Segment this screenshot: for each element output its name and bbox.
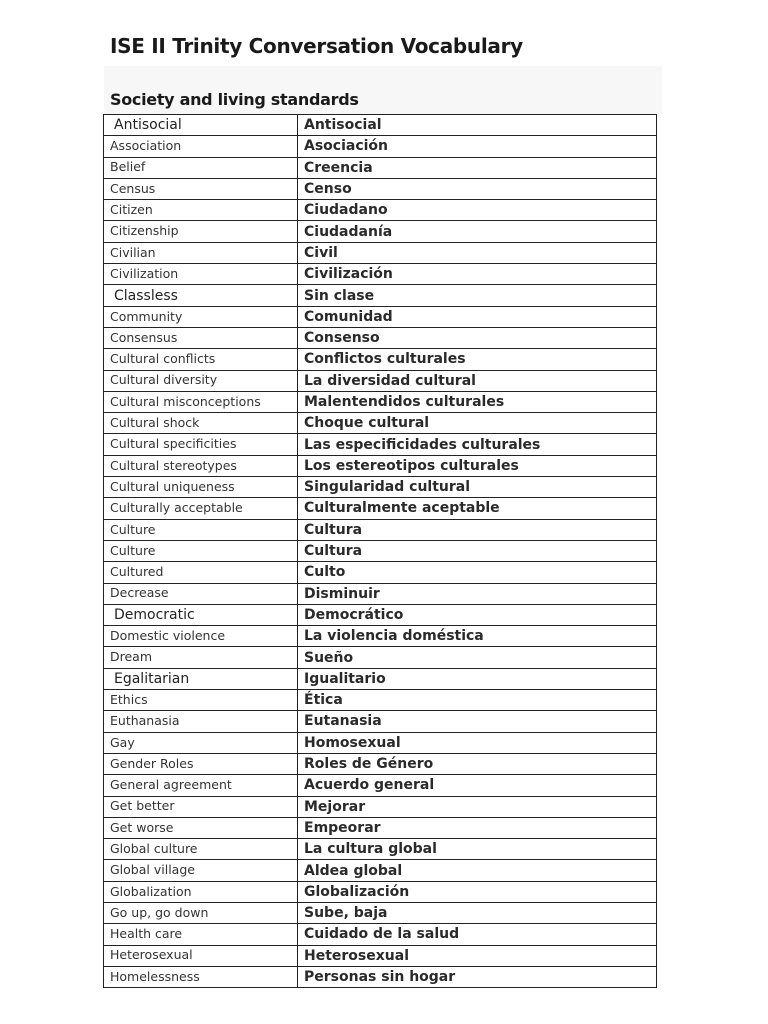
english-term: Association <box>104 136 298 157</box>
table-row <box>104 562 657 583</box>
english-term: Domestic violence <box>104 626 298 647</box>
table-row <box>104 604 657 625</box>
spanish-term: La diversidad cultural <box>298 370 657 391</box>
english-term: Heterosexual <box>104 945 298 966</box>
spanish-term: Creencia <box>298 157 657 178</box>
english-term: General agreement <box>104 775 298 796</box>
english-term: Decrease <box>104 583 298 604</box>
english-term: Health care <box>104 924 298 945</box>
english-term: Antisocial <box>104 115 298 136</box>
spanish-term: Aldea global <box>298 860 657 881</box>
table-row <box>104 881 657 902</box>
spanish-term: Asociación <box>298 136 657 157</box>
spanish-term: Consenso <box>298 327 657 348</box>
table-row <box>104 242 657 263</box>
spanish-term: Democrático <box>298 604 657 625</box>
spanish-term: La cultura global <box>298 839 657 860</box>
english-term: Gay <box>104 732 298 753</box>
spanish-term: Civil <box>298 242 657 263</box>
spanish-term: Malentendidos culturales <box>298 391 657 412</box>
table-row <box>104 690 657 711</box>
spanish-term: Cuidado de la salud <box>298 924 657 945</box>
table-row <box>104 711 657 732</box>
table-row <box>104 647 657 668</box>
spanish-term: Globalización <box>298 881 657 902</box>
table-row <box>104 477 657 498</box>
spanish-term: Conflictos culturales <box>298 349 657 370</box>
english-term: Euthanasia <box>104 711 298 732</box>
spanish-term: Choque cultural <box>298 413 657 434</box>
table-row <box>104 115 657 136</box>
english-term: Civilian <box>104 242 298 263</box>
spanish-term: Homosexual <box>298 732 657 753</box>
table-row <box>104 157 657 178</box>
table-row <box>104 455 657 476</box>
spanish-term: Heterosexual <box>298 945 657 966</box>
english-term: Cultural shock <box>104 413 298 434</box>
spanish-term: Roles de Género <box>298 753 657 774</box>
table-row <box>104 775 657 796</box>
english-term: Globalization <box>104 881 298 902</box>
table-row <box>104 540 657 561</box>
table-row <box>104 349 657 370</box>
table-row <box>104 902 657 923</box>
english-term: Civilization <box>104 264 298 285</box>
spanish-term: Las especificidades culturales <box>298 434 657 455</box>
table-row <box>104 264 657 285</box>
table-row <box>104 413 657 434</box>
spanish-term: Disminuir <box>298 583 657 604</box>
spanish-term: Culto <box>298 562 657 583</box>
english-term: Cultured <box>104 562 298 583</box>
english-term: Global culture <box>104 839 298 860</box>
english-term: Census <box>104 178 298 199</box>
english-term: Get better <box>104 796 298 817</box>
table-row <box>104 327 657 348</box>
spanish-term: Singularidad cultural <box>298 477 657 498</box>
table-row <box>104 753 657 774</box>
spanish-term: Igualitario <box>298 668 657 689</box>
table-row <box>104 924 657 945</box>
english-term: Go up, go down <box>104 902 298 923</box>
table-row <box>104 668 657 689</box>
spanish-term: Los estereotipos culturales <box>298 455 657 476</box>
english-term: Culture <box>104 540 298 561</box>
table-row <box>104 221 657 242</box>
table-row <box>104 966 657 987</box>
english-term: Dream <box>104 647 298 668</box>
table-row <box>104 434 657 455</box>
table-row <box>104 945 657 966</box>
english-term: Belief <box>104 157 298 178</box>
english-term: Cultural specificities <box>104 434 298 455</box>
spanish-term: Antisocial <box>298 115 657 136</box>
english-term: Ethics <box>104 690 298 711</box>
english-term: Egalitarian <box>104 668 298 689</box>
table-row <box>104 306 657 327</box>
english-term: Global village <box>104 860 298 881</box>
section-heading: Society and living standards <box>110 90 359 109</box>
spanish-term: Acuerdo general <box>298 775 657 796</box>
spanish-term: La violencia doméstica <box>298 626 657 647</box>
spanish-term: Mejorar <box>298 796 657 817</box>
vocabulary-table <box>103 114 657 988</box>
english-term: Culturally acceptable <box>104 498 298 519</box>
table-row <box>104 178 657 199</box>
english-term: Cultural conflicts <box>104 349 298 370</box>
table-row <box>104 626 657 647</box>
english-term: Classless <box>104 285 298 306</box>
spanish-term: Culturalmente aceptable <box>298 498 657 519</box>
table-row <box>104 839 657 860</box>
spanish-term: Ética <box>298 690 657 711</box>
english-term: Cultural stereotypes <box>104 455 298 476</box>
spanish-term: Censo <box>298 178 657 199</box>
english-term: Cultural uniqueness <box>104 477 298 498</box>
table-row <box>104 391 657 412</box>
table-row <box>104 817 657 838</box>
english-term: Democratic <box>104 604 298 625</box>
spanish-term: Ciudadano <box>298 200 657 221</box>
spanish-term: Comunidad <box>298 306 657 327</box>
table-row <box>104 796 657 817</box>
table-row <box>104 498 657 519</box>
document-title: ISE II Trinity Conversation Vocabulary <box>110 34 523 58</box>
table-row <box>104 200 657 221</box>
spanish-term: Cultura <box>298 540 657 561</box>
english-term: Consensus <box>104 327 298 348</box>
spanish-term: Civilización <box>298 264 657 285</box>
english-term: Gender Roles <box>104 753 298 774</box>
english-term: Get worse <box>104 817 298 838</box>
spanish-term: Eutanasia <box>298 711 657 732</box>
table-row <box>104 860 657 881</box>
spanish-term: Sueño <box>298 647 657 668</box>
english-term: Community <box>104 306 298 327</box>
table-row <box>104 370 657 391</box>
english-term: Cultural diversity <box>104 370 298 391</box>
table-row <box>104 519 657 540</box>
spanish-term: Empeorar <box>298 817 657 838</box>
english-term: Culture <box>104 519 298 540</box>
english-term: Cultural misconceptions <box>104 391 298 412</box>
table-row <box>104 583 657 604</box>
english-term: Homelessness <box>104 966 298 987</box>
table-row <box>104 136 657 157</box>
spanish-term: Personas sin hogar <box>298 966 657 987</box>
vocabulary-table-body <box>104 115 657 988</box>
spanish-term: Ciudadanía <box>298 221 657 242</box>
spanish-term: Cultura <box>298 519 657 540</box>
spanish-term: Sube, baja <box>298 902 657 923</box>
english-term: Citizen <box>104 200 298 221</box>
spanish-term: Sin clase <box>298 285 657 306</box>
table-row <box>104 285 657 306</box>
table-row <box>104 732 657 753</box>
english-term: Citizenship <box>104 221 298 242</box>
